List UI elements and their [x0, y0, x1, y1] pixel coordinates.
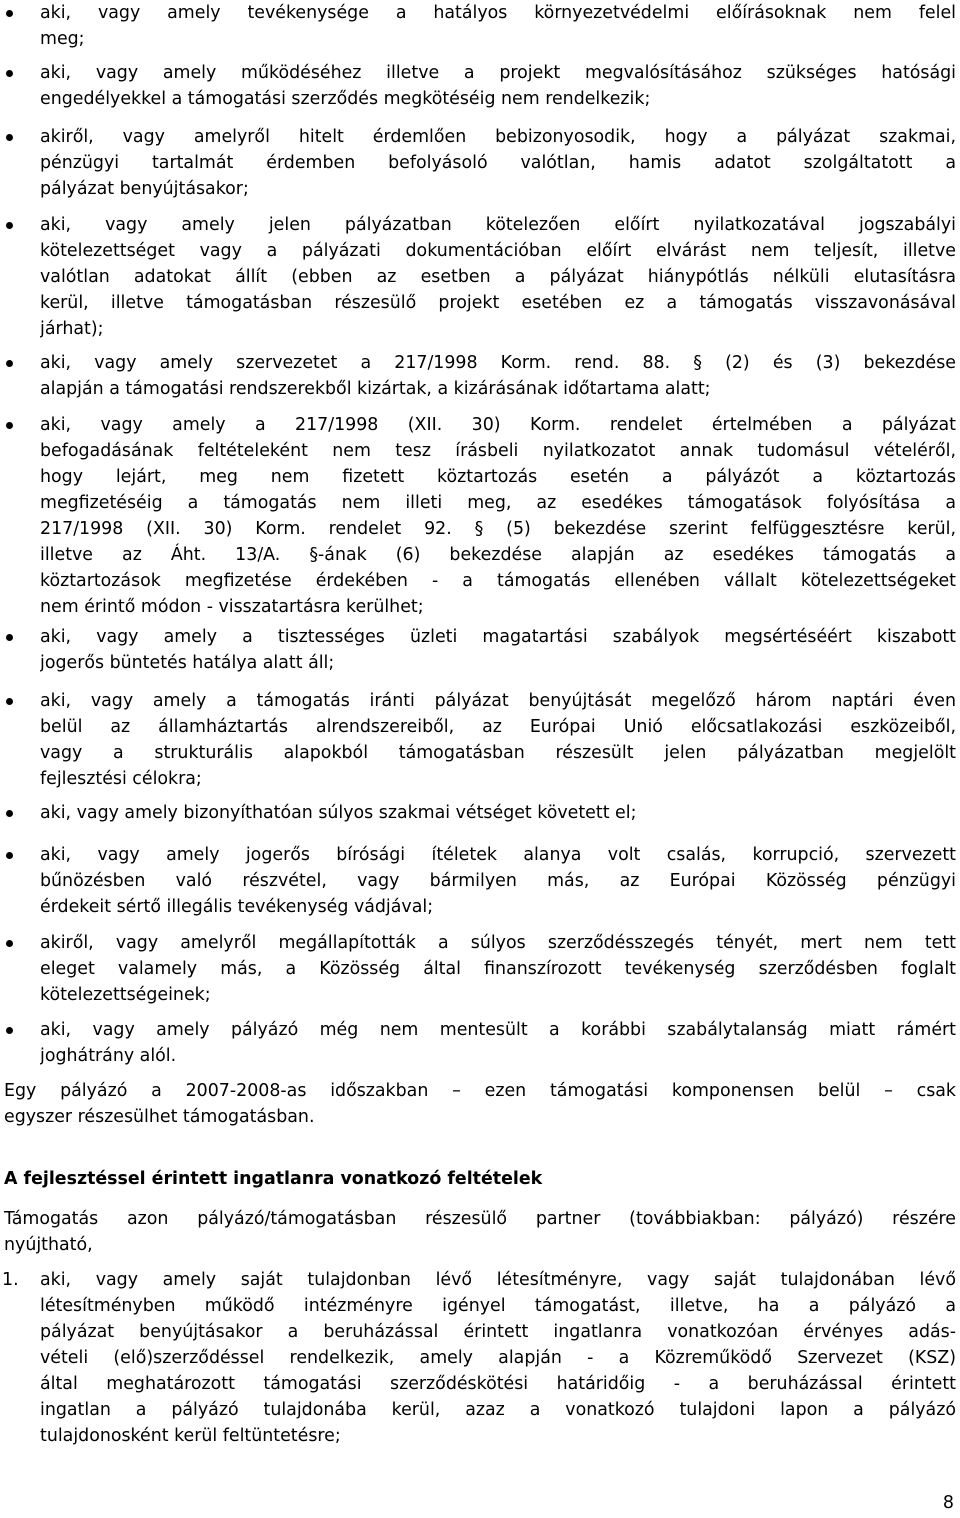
list-item-line: illetve az Áht. 13/A. §-ának (6) bekezdése alapján az esedékes támogatás a: [40, 545, 956, 565]
numbered-item-line: aki, vagy amely saját tulajdonban lévő létesítményre, vagy saját tulajdonában lévő: [40, 1270, 956, 1290]
paragraph-line: Egy pályázó a 2007-2008-as időszakban – ezen támogatási komponensen belül – csak: [4, 1081, 956, 1101]
list-item-line: aki, vagy amely szervezetet a 217/1998 Korm. rend. 88. § (2) és (3) bekezdése: [40, 353, 956, 373]
list-item-line: 217/1998 (XII. 30) Korm. rendelet 92. § (5) bekezdése szerint felfüggesztésre kerül,: [40, 519, 956, 539]
list-item-line: pályázat benyújtásakor;: [40, 179, 249, 199]
list-item-line: vagy a strukturális alapokból támogatásban részesült jelen pályázatban megjelölt: [40, 743, 956, 763]
numbered-item-line: ingatlan a pályázó tulajdonába kerül, azaz a vonatkozó tulajdoni lapon a pályázó: [40, 1400, 956, 1420]
list-item-line: aki, vagy amely pályázó még nem mentesült a korábbi szabálytalanság miatt rámért: [40, 1020, 956, 1040]
bullet-marker: [6, 360, 13, 367]
list-item-line: nem érintő módon - visszatartásra kerülhet;: [40, 597, 424, 617]
list-item-line: aki, vagy amely jogerős bírósági ítéletek alanya volt csalás, korrupció, szervezett: [40, 845, 956, 865]
list-item-line: alapján a támogatási rendszerekből kizártak, a kizárásának időtartama alatt;: [40, 379, 711, 399]
numbered-item-line: létesítményben működő intézményre igényel támogatást, illetve, ha a pályázó a: [40, 1296, 956, 1316]
list-number: 1.: [2, 1270, 19, 1290]
list-item-line: hogy lejárt, meg nem fizetett köztartozás esetén a pályázót a köztartozás: [40, 467, 956, 487]
list-item-line: belül az államháztartás alrendszereiből, az Európai Unió előcsatlakozási eszközeiből,: [40, 717, 956, 737]
section-heading: A fejlesztéssel érintett ingatlanra vonatkozó feltételek: [4, 1169, 543, 1189]
list-item-line: aki, vagy amely tevékenysége a hatályos környezetvédelmi előírásoknak nem felel: [40, 3, 956, 23]
list-item-line: aki, vagy amely jelen pályázatban kötelezően előírt nyilatkozatával jogszabályi: [40, 215, 956, 235]
list-item-line: aki, vagy amely a 217/1998 (XII. 30) Korm. rendelet értelmében a pályázat: [40, 415, 956, 435]
list-item-line: befogadásának feltételeként nem tesz írásbeli nyilatkozatot annak tudomásul vételéről,: [40, 441, 956, 461]
list-item-line: bűnözésben való részvétel, vagy bármilyen más, az Európai Közösség pénzügyi: [40, 871, 956, 891]
bullet-marker: [6, 634, 13, 641]
list-item-line: kerül, illetve támogatásban részesülő projekt esetében ez a támogatás visszavonásával: [40, 293, 956, 313]
bullet-marker: [6, 810, 13, 817]
list-item-line: engedélyekkel a támogatási szerződés megkötéséig nem rendelkezik;: [40, 89, 651, 109]
paragraph-line: Támogatás azon pályázó/támogatásban részesülő partner (továbbiakban: pályázó) részére: [4, 1209, 956, 1229]
list-item-line: joghátrány alól.: [40, 1046, 177, 1066]
bullet-marker: [6, 422, 13, 429]
numbered-item-line: tulajdonosként kerül feltüntetésre;: [40, 1426, 341, 1446]
bullet-marker: [6, 940, 13, 947]
bullet-marker: [6, 10, 13, 17]
list-item-line: aki, vagy amely működéséhez illetve a projekt megvalósításához szükséges hatósági: [40, 63, 956, 83]
bullet-marker: [6, 222, 13, 229]
list-item-line: akiről, vagy amelyről hitelt érdemlően bebizonyosodik, hogy a pályázat szakmai,: [40, 127, 956, 147]
bullet-marker: [6, 1027, 13, 1034]
list-item-line: fejlesztési célokra;: [40, 769, 202, 789]
list-item-line: aki, vagy amely bizonyíthatóan súlyos szakmai vétséget követett el;: [40, 803, 637, 823]
numbered-item-line: pályázat benyújtásakor a beruházással érintett ingatlanra vonatkozóan érvényes adás-: [40, 1322, 956, 1342]
paragraph-line: nyújtható,: [4, 1235, 93, 1255]
list-item-line: jogerős büntetés hatálya alatt áll;: [40, 653, 335, 673]
list-item-line: akiről, vagy amelyről megállapították a súlyos szerződésszegés tényét, mert nem tett: [40, 933, 956, 953]
list-item-line: érdekeit sértő illegális tevékenység vádjával;: [40, 897, 434, 917]
list-item-line: meg;: [40, 29, 85, 49]
list-item-line: aki, vagy amely a támogatás iránti pályázat benyújtását megelőző három naptári éven: [40, 691, 956, 711]
list-item-line: kötelezettséget vagy a pályázati dokumentációban előírt elvárást nem teljesít, illetve: [40, 241, 956, 261]
numbered-item-line: vételi (elő)szerződéssel rendelkezik, amely alapján - a Közreműködő Szervezet (KSZ): [40, 1348, 956, 1368]
list-item-line: kötelezettségeinek;: [40, 985, 211, 1005]
page-number: 8: [942, 1493, 954, 1513]
list-item-line: aki, vagy amely a tisztességes üzleti magatartási szabályok megsértéséért kiszabott: [40, 627, 956, 647]
list-item-line: pénzügyi tartalmát érdemben befolyásoló valótlan, hamis adatot szolgáltatott a: [40, 153, 956, 173]
paragraph-line: egyszer részesülhet támogatásban.: [4, 1107, 315, 1127]
list-item-line: valótlan adatokat állít (ebben az esetben a pályázat hiánypótlás nélküli elutasításra: [40, 267, 956, 287]
list-item-line: járhat);: [40, 319, 104, 339]
numbered-item-line: által meghatározott támogatási szerződéskötési határidőig - a beruházással érintett: [40, 1374, 956, 1394]
bullet-marker: [6, 70, 13, 77]
list-item-line: köztartozások megfizetése érdekében - a támogatás ellenében vállalt kötelezettségeket: [40, 571, 956, 591]
list-item-line: eleget valamely más, a Közösség által finanszírozott tevékenység szerződésben foglalt: [40, 959, 956, 979]
list-item-line: megfizetéséig a támogatás nem illeti meg, az esedékes támogatások folyósítása a: [40, 493, 956, 513]
bullet-marker: [6, 852, 13, 859]
bullet-marker: [6, 134, 13, 141]
bullet-marker: [6, 698, 13, 705]
